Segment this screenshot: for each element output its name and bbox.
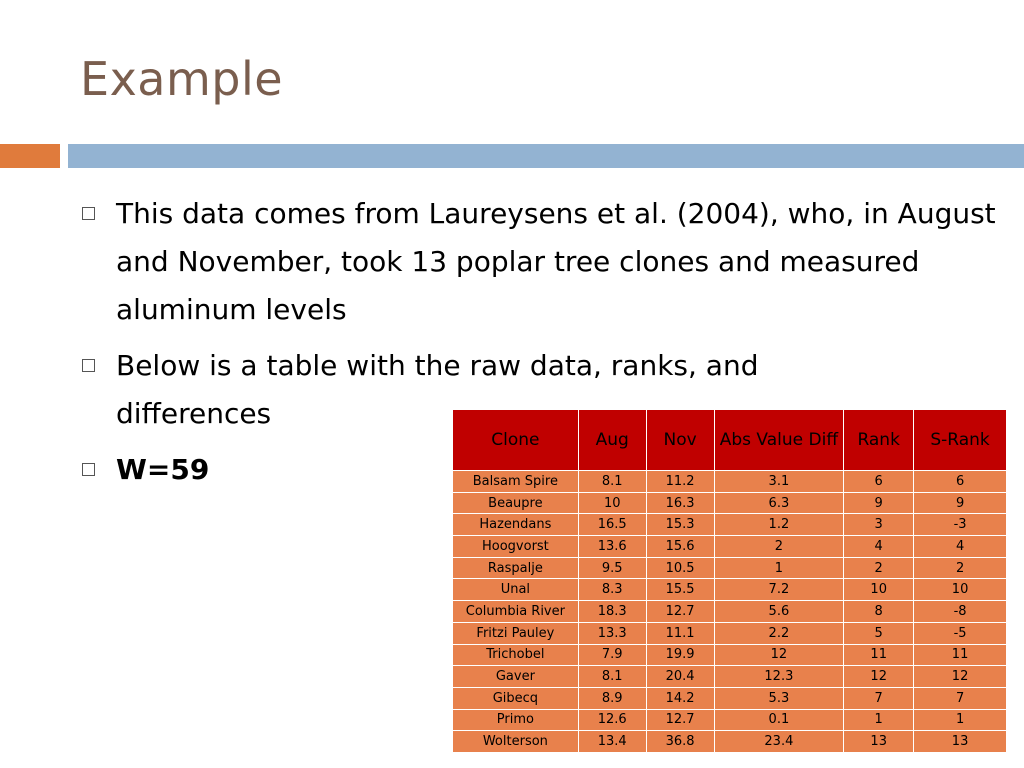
cell-nov: 11.1 [646,622,714,644]
cell-clone: Wolterson [453,731,579,753]
data-table [452,409,1007,753]
cell-clone: Fritzi Pauley [453,622,579,644]
cell-s-rank: 6 [914,471,1007,493]
table-row [453,557,1007,579]
table-row [453,666,1007,688]
cell-aug: 8.1 [578,471,646,493]
cell-s-rank: -3 [914,514,1007,536]
slide-title: Example [80,52,284,106]
cell-aug: 13.3 [578,622,646,644]
cell-abs-value-diff: 12.3 [714,666,844,688]
cell-clone: Balsam Spire [453,471,579,493]
square-bullet-icon [82,207,95,220]
cell-clone: Columbia River [453,601,579,623]
cell-s-rank: 7 [914,687,1007,709]
header-rank: Rank [844,410,914,471]
cell-s-rank: 11 [914,644,1007,666]
cell-aug: 13.6 [578,536,646,558]
table-row [453,622,1007,644]
cell-aug: 13.4 [578,731,646,753]
table-row [453,687,1007,709]
cell-abs-value-diff: 5.3 [714,687,844,709]
cell-aug: 12.6 [578,709,646,731]
cell-aug: 8.9 [578,687,646,709]
table-header-row [453,410,1007,471]
cell-nov: 15.3 [646,514,714,536]
cell-rank: 7 [844,687,914,709]
cell-abs-value-diff: 7.2 [714,579,844,601]
cell-aug: 10 [578,492,646,514]
cell-abs-value-diff: 1.2 [714,514,844,536]
cell-nov: 36.8 [646,731,714,753]
cell-nov: 20.4 [646,666,714,688]
cell-rank: 11 [844,644,914,666]
table-row [453,514,1007,536]
table-row [453,709,1007,731]
header-nov: Nov [646,410,714,471]
cell-aug: 16.5 [578,514,646,536]
cell-s-rank: -5 [914,622,1007,644]
cell-s-rank: 13 [914,731,1007,753]
cell-aug: 9.5 [578,557,646,579]
cell-rank: 6 [844,471,914,493]
cell-rank: 3 [844,514,914,536]
table-row [453,601,1007,623]
header-clone: Clone [453,410,579,471]
table-row [453,644,1007,666]
table-row [453,492,1007,514]
cell-clone: Gaver [453,666,579,688]
cell-rank: 9 [844,492,914,514]
cell-abs-value-diff: 0.1 [714,709,844,731]
cell-aug: 18.3 [578,601,646,623]
bullet-text: This data comes from Laureysens et al. (2004), who, in August and November, took 13 poplar tree clones and measured aluminum levels [116,197,996,326]
cell-abs-value-diff: 23.4 [714,731,844,753]
cell-abs-value-diff: 6.3 [714,492,844,514]
cell-s-rank: 10 [914,579,1007,601]
cell-s-rank: 4 [914,536,1007,558]
header-s-rank: S-Rank [914,410,1007,471]
square-bullet-icon [82,463,95,476]
cell-clone: Raspalje [453,557,579,579]
cell-s-rank: 9 [914,492,1007,514]
cell-s-rank: 1 [914,709,1007,731]
cell-nov: 19.9 [646,644,714,666]
cell-nov: 11.2 [646,471,714,493]
cell-nov: 12.7 [646,709,714,731]
cell-s-rank: 12 [914,666,1007,688]
bullet-text: W=59 [116,453,210,486]
cell-nov: 16.3 [646,492,714,514]
cell-nov: 10.5 [646,557,714,579]
cell-clone: Gibecq [453,687,579,709]
cell-rank: 2 [844,557,914,579]
cell-abs-value-diff: 1 [714,557,844,579]
cell-abs-value-diff: 2 [714,536,844,558]
cell-nov: 15.6 [646,536,714,558]
cell-clone: Unal [453,579,579,601]
cell-clone: Hazendans [453,514,579,536]
cell-clone: Primo [453,709,579,731]
cell-rank: 4 [844,536,914,558]
cell-clone: Trichobel [453,644,579,666]
cell-abs-value-diff: 2.2 [714,622,844,644]
cell-aug: 8.1 [578,666,646,688]
square-bullet-icon [82,359,95,372]
cell-rank: 13 [844,731,914,753]
cell-abs-value-diff: 12 [714,644,844,666]
cell-rank: 5 [844,622,914,644]
cell-rank: 12 [844,666,914,688]
cell-nov: 14.2 [646,687,714,709]
table-row [453,731,1007,753]
header-abs-value-diff: Abs Value Diff [714,410,844,471]
accent-bar-orange [0,144,60,168]
cell-clone: Beaupre [453,492,579,514]
table-row [453,536,1007,558]
cell-rank: 8 [844,601,914,623]
accent-bar-blue [68,144,1024,168]
cell-clone: Hoogvorst [453,536,579,558]
cell-nov: 12.7 [646,601,714,623]
header-aug: Aug [578,410,646,471]
table-body [453,471,1007,753]
cell-rank: 10 [844,579,914,601]
cell-s-rank: -8 [914,601,1007,623]
cell-aug: 8.3 [578,579,646,601]
bullet-item [80,190,996,334]
cell-nov: 15.5 [646,579,714,601]
cell-s-rank: 2 [914,557,1007,579]
cell-aug: 7.9 [578,644,646,666]
table-row [453,471,1007,493]
table-row [453,579,1007,601]
bullet-text: Below is a table with the raw data, ranks, and differences [116,349,759,430]
cell-rank: 1 [844,709,914,731]
cell-abs-value-diff: 3.1 [714,471,844,493]
cell-abs-value-diff: 5.6 [714,601,844,623]
